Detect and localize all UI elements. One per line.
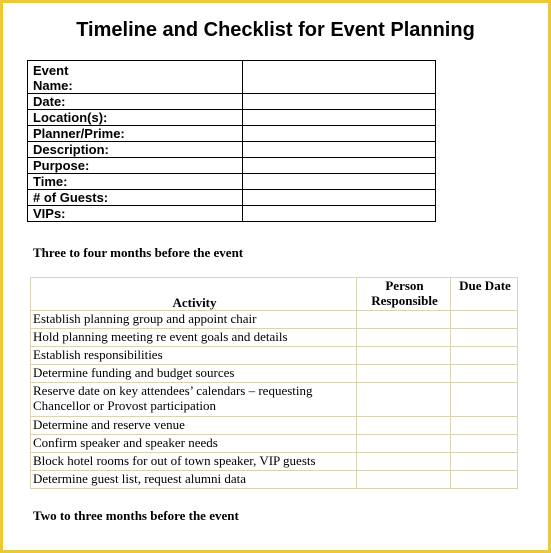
document-title: Timeline and Checklist for Event Planning <box>76 19 475 41</box>
table-row <box>31 365 518 383</box>
person-cell[interactable] <box>357 329 451 347</box>
person-cell[interactable] <box>357 383 451 417</box>
person-cell[interactable] <box>357 435 451 453</box>
section-heading: Two to three months before the event <box>33 508 239 523</box>
info-label: # of Guests: <box>28 190 243 206</box>
info-value-field[interactable] <box>243 206 436 222</box>
activity-cell: Determine guest list, request alumni data <box>31 471 357 489</box>
info-value-field[interactable] <box>243 126 436 142</box>
activity-cell: Establish planning group and appoint chair <box>31 311 357 329</box>
info-row-time <box>28 174 436 190</box>
info-value-field[interactable] <box>243 190 436 206</box>
info-value-field[interactable] <box>243 158 436 174</box>
column-header-due-date: Due Date <box>451 278 518 311</box>
event-info-table <box>27 60 436 222</box>
activity-cell: Reserve date on key attendees’ calendars – requesting Chancellor or Provost participation <box>31 383 357 417</box>
info-label: Planner/Prime: <box>28 126 243 142</box>
table-row <box>31 311 518 329</box>
activity-cell: Confirm speaker and speaker needs <box>31 435 357 453</box>
info-label: Time: <box>28 174 243 190</box>
info-row-description <box>28 142 436 158</box>
person-cell[interactable] <box>357 311 451 329</box>
info-label: Event Name: <box>28 61 243 94</box>
activity-cell: Determine funding and budget sources <box>31 365 357 383</box>
info-row-date <box>28 94 436 110</box>
person-cell[interactable] <box>357 347 451 365</box>
due-date-cell[interactable] <box>451 347 518 365</box>
due-date-cell[interactable] <box>451 365 518 383</box>
info-row-vips <box>28 206 436 222</box>
table-row <box>31 435 518 453</box>
info-value-field[interactable] <box>243 142 436 158</box>
info-row-location <box>28 110 436 126</box>
due-date-cell[interactable] <box>451 417 518 435</box>
column-header-activity: Activity <box>31 278 357 311</box>
table-row <box>31 417 518 435</box>
activity-cell: Determine and reserve venue <box>31 417 357 435</box>
person-cell[interactable] <box>357 453 451 471</box>
due-date-cell[interactable] <box>451 329 518 347</box>
due-date-cell[interactable] <box>451 383 518 417</box>
info-label: VIPs: <box>28 206 243 222</box>
info-value-field[interactable] <box>243 61 436 94</box>
activity-cell: Hold planning meeting re event goals and details <box>31 329 357 347</box>
info-label: Date: <box>28 94 243 110</box>
info-value-field[interactable] <box>243 94 436 110</box>
info-row-guests <box>28 190 436 206</box>
info-label: Description: <box>28 142 243 158</box>
table-row <box>31 453 518 471</box>
due-date-cell[interactable] <box>451 471 518 489</box>
table-row <box>31 383 518 417</box>
person-cell[interactable] <box>357 365 451 383</box>
section-heading: Three to four months before the event <box>33 245 244 260</box>
info-value-field[interactable] <box>243 174 436 190</box>
person-cell[interactable] <box>357 471 451 489</box>
person-cell[interactable] <box>357 417 451 435</box>
activity-cell: Block hotel rooms for out of town speaker, VIP guests <box>31 453 357 471</box>
activity-cell: Establish responsibilities <box>31 347 357 365</box>
activity-table <box>30 277 518 489</box>
info-row-purpose <box>28 158 436 174</box>
info-value-field[interactable] <box>243 110 436 126</box>
due-date-cell[interactable] <box>451 453 518 471</box>
column-header-person-responsible: Person Responsible <box>357 278 451 311</box>
due-date-cell[interactable] <box>451 311 518 329</box>
table-row <box>31 347 518 365</box>
info-label: Location(s): <box>28 110 243 126</box>
info-row-event-name <box>28 61 436 94</box>
info-row-planner <box>28 126 436 142</box>
info-label: Purpose: <box>28 158 243 174</box>
table-row <box>31 329 518 347</box>
table-row <box>31 471 518 489</box>
table-header-row <box>31 278 518 311</box>
due-date-cell[interactable] <box>451 435 518 453</box>
